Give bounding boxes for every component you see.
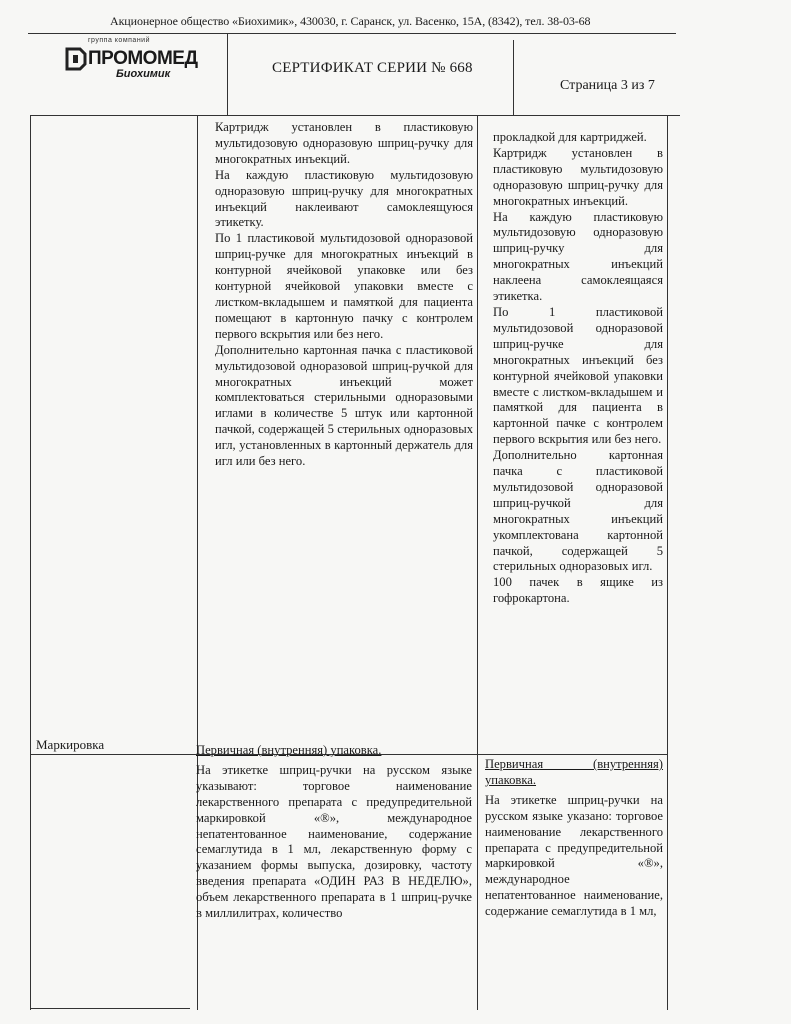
marking-text-middle	[196, 743, 472, 922]
paragraph: 100 пачек в ящике из гофрокартона.	[493, 575, 663, 606]
paragraph: Картридж установлен в пластиковую мультидозовую одноразовую шприц-ручку для многократных инъекций.	[215, 120, 473, 166]
paragraph: прокладкой для картриджей.	[493, 130, 647, 144]
paragraph: Картридж установлен в пластиковую мультидозовую одноразовую шприц-ручку для многократных инъекций.	[493, 145, 663, 208]
logo-subtitle: Биохимик	[116, 68, 171, 80]
table-bottom-border	[30, 1008, 190, 1009]
packaging-text-middle	[215, 120, 473, 470]
packaging-text-right	[493, 130, 663, 607]
certificate-title: СЕРТИФИКАТ СЕРИИ № 668	[272, 60, 473, 76]
paragraph: Дополнительно картонная пачка с пластиковой мультидозовой одноразовой шприц-ручкой для многократных инъекций может комплектоваться стерильными одноразовыми иглами в количестве 5 штук или картонной пачкой, содержащей 5 стерильных одноразовых игл, установленных в картонный держатель для игл или без него.	[215, 342, 473, 469]
marking-heading: Первичная (внутренняя) упаковка.	[196, 743, 382, 757]
paragraph: На каждую пластиковую мультидозовую одноразовую шприц-ручку для многократных инъекций наклеена самоклеящаяся этикетка.	[493, 209, 663, 304]
paragraph: На этикетке шприц-ручки на русском языке указано: торговое наименование лекарственного препарата с предупредительной маркировкой «®», международное непатентованное наименование, содержание семаглутида в 1 мл,	[485, 792, 663, 919]
marking-text-right	[485, 757, 663, 920]
logo-wordmark: ПРОМОМЕД	[88, 48, 198, 69]
paragraph: Дополнительно картонная пачка с пластиковой мультидозовой одноразовой шприц-ручкой для многократных инъекций укомплектована картонной пачкой, содержащей 5 стерильных одноразовых игл.	[493, 448, 663, 574]
header-divider-right	[513, 40, 514, 116]
marking-heading: Первичная (внутренняя) упаковка.	[485, 757, 663, 787]
paragraph: По 1 пластиковой мультидозовой одноразовой шприц-ручке для многократных инъекций в контурной ячейковой упаковке или без контурной ячейковой упаковки вместе с листком-вкладышем и памяткой для пациента помещают в картонную пачку с контролем первого вскрытия или без него.	[215, 231, 473, 341]
company-logo	[64, 34, 214, 90]
table-left-border	[30, 115, 31, 1010]
paragraph: На этикетке шприц-ручки на русском языке указывают: торговое наименование лекарственного препарата с предупредительной маркировкой «®», международное непатентованное наименование, содержание семаглутида в 1 мл, лекарственную форму с указанием формы выпуска, дозировку, частоту введения препарата «ОДИН РАЗ В НЕДЕЛЮ», объем лекарственного препарата в 1 шприц-ручке в миллилитрах, количество	[196, 762, 472, 921]
company-address: Акционерное общество «Биохимик», 430030, г. Саранск, ул. Васенко, 15А, (8342), тел. 38-03-68	[110, 14, 591, 28]
table-right-border	[667, 115, 668, 1010]
paragraph: По 1 пластиковой мультидозовой одноразовой шприц-ручке для многократных инъекций без контурной ячейковой упаковки вместе с листком-вкладышем и памяткой для пациента в картонной пачке с контролем первого вскрытия или без него.	[493, 304, 663, 447]
logo-mark-icon	[64, 46, 88, 72]
table-col-divider-2	[477, 115, 478, 1010]
paragraph: На каждую пластиковую мультидозовую одноразовую шприц-ручку для многократных инъекций наклеивают самоклеящуюся этикетку.	[215, 167, 473, 230]
logo-group-text: группа компаний	[88, 37, 151, 44]
page-number: Страница 3 из 7	[560, 78, 655, 93]
header-divider-left	[227, 33, 228, 116]
marking-label: Маркировка	[36, 737, 105, 752]
header-bottom-border	[30, 115, 680, 116]
